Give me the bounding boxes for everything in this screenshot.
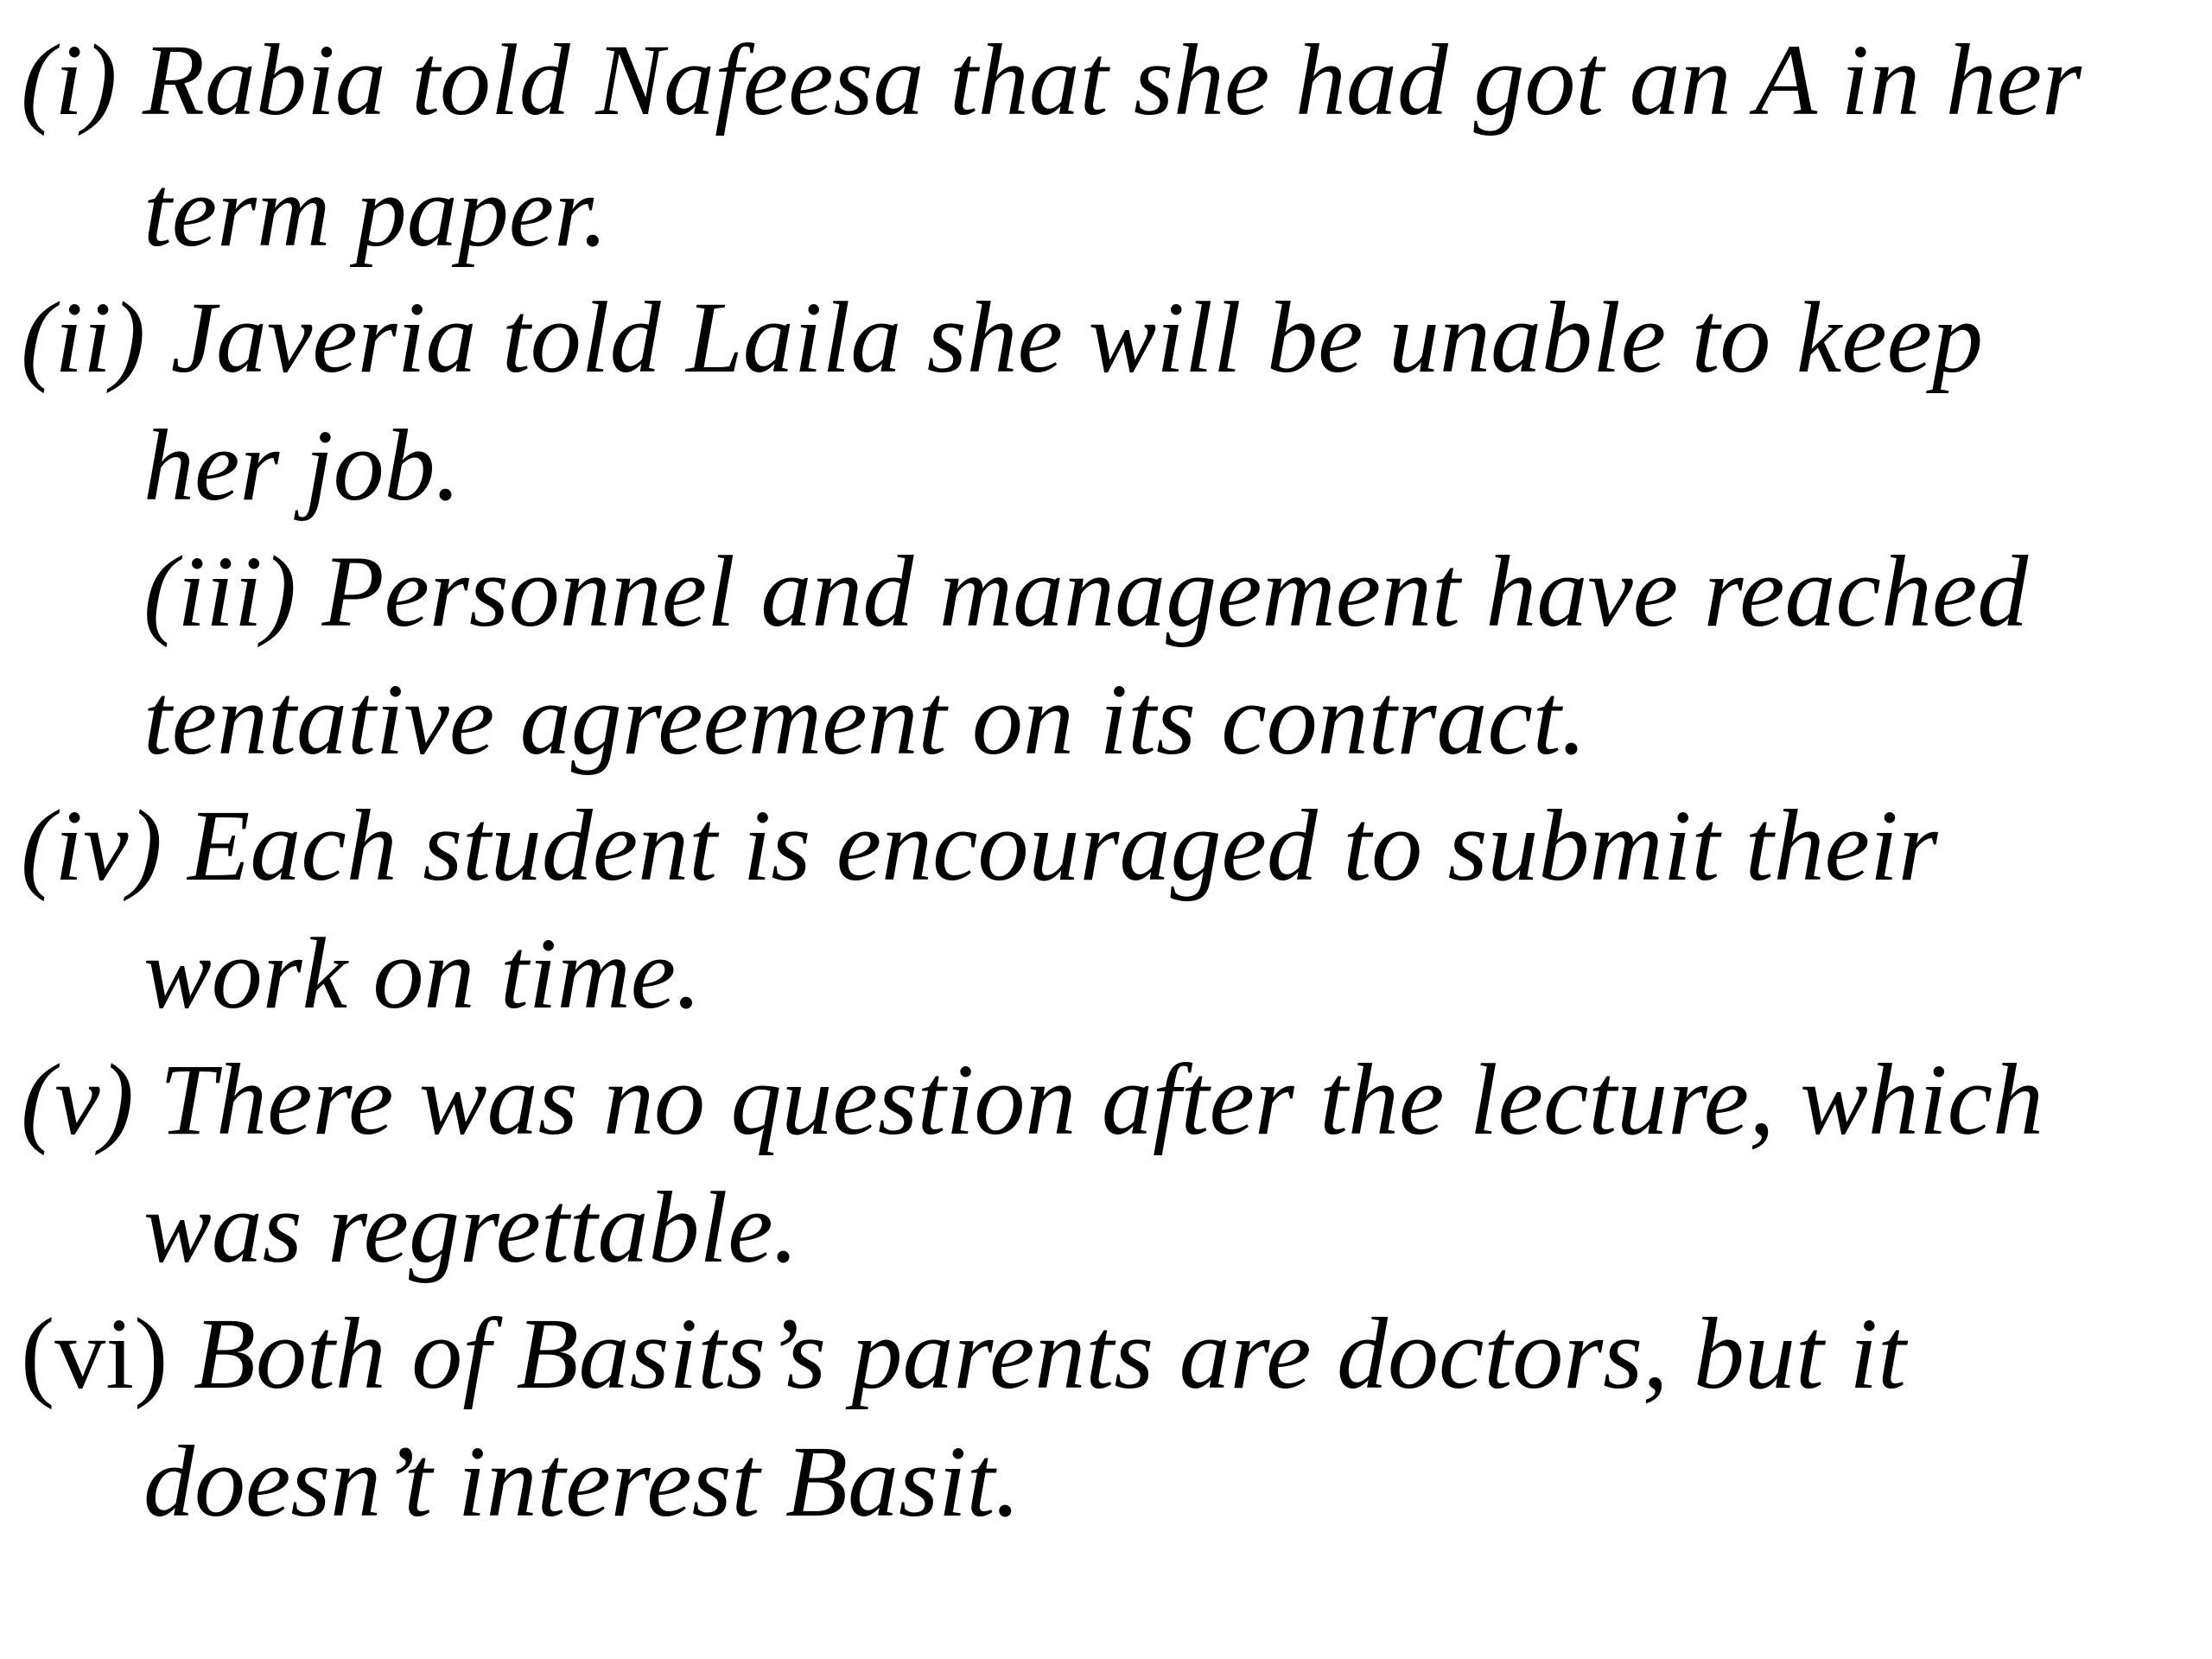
- item-6-marker: (vi): [21, 1297, 168, 1410]
- item-2-text: Javeria told Laila she will be unable to keep: [170, 281, 1984, 394]
- item-1-marker: (i): [21, 23, 118, 137]
- item-5-text: There was no question after the lecture, which: [159, 1043, 2044, 1156]
- item-1-text: Rabia told Nafeesa that she had got an A in her: [142, 23, 2082, 137]
- item-6-text: Both of Basits’s parents are doctors, but it: [193, 1297, 1906, 1410]
- item-3-line-2: tentative agreement on its contract.: [143, 663, 1587, 776]
- item-2-marker: (ii): [21, 281, 146, 394]
- item-4-line-2: work on time.: [143, 917, 702, 1030]
- item-6-line-2: doesn’t interest Basit.: [143, 1425, 1020, 1538]
- item-4-text: Each student is encouraged to submit their: [188, 789, 1938, 902]
- item-5-line-2: was regrettable.: [143, 1171, 799, 1284]
- item-5-marker: (v): [21, 1043, 134, 1156]
- item-2-line-1: [21, 275, 1983, 401]
- item-1-line-1: [21, 17, 2082, 143]
- item-5-line-1: [21, 1037, 2044, 1163]
- item-3-line-1: [143, 529, 2028, 655]
- item-4-marker: (iv): [21, 789, 162, 902]
- item-3-text: Personnel and management have reached: [321, 535, 2029, 648]
- item-1-line-2: term paper.: [143, 155, 608, 268]
- item-6-line-1: [21, 1291, 1906, 1417]
- item-4-line-1: [21, 783, 1938, 909]
- item-2-line-2: her job.: [143, 409, 461, 522]
- item-3-marker: (iii): [143, 535, 296, 648]
